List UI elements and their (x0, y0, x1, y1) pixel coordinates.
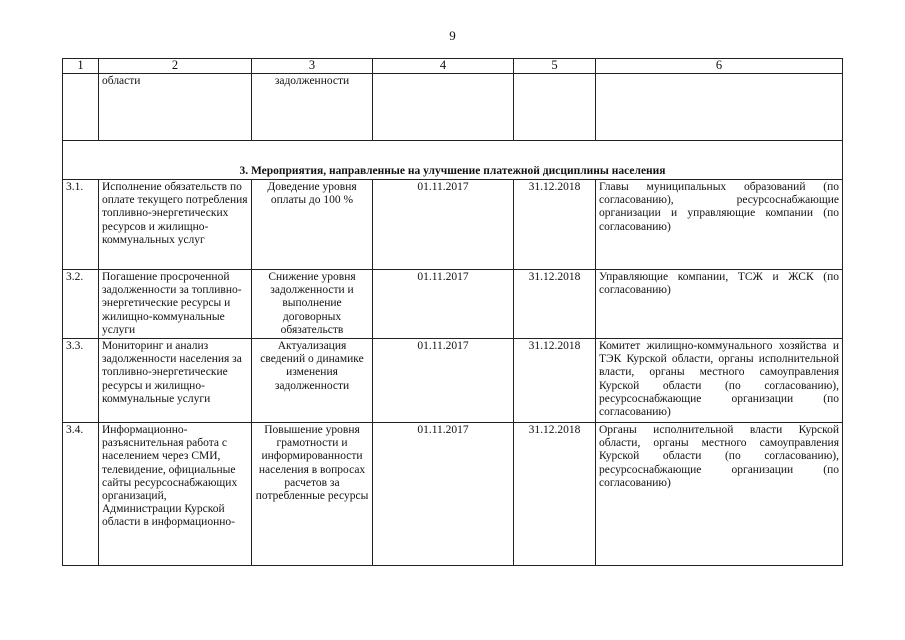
section-title: 3. Мероприятия, направленные на улучшение платежной дисциплины населения (63, 141, 843, 180)
end-date: 31.12.2018 (514, 270, 596, 339)
event-cell: Информационно-разъяснительная работа с населением через СМИ, телевидение, официальные сайты ресурсоснабжающих организаций, Администрации Курской области в информационно- (99, 423, 252, 566)
responsible-cell: Комитет жилищно-коммунального хозяйства и ТЭК Курской области, органы исполнительной власти, органы местного самоуправления Курской области (по согласованию), ресурсоснабжающие организации (по согласованию) (596, 339, 843, 423)
table-row (63, 270, 843, 339)
event-cell: Мониторинг и анализ задолженности населения за топливно-энергетические ресурсы и жилищно-коммунальные услуги (99, 339, 252, 423)
table-cell: задолженности (252, 74, 373, 141)
indicator-cell: Доведение уровня оплаты до 100 % (252, 180, 373, 270)
measures-table (62, 58, 843, 566)
indicator-cell: Актуализация сведений о динамике изменения задолженности (252, 339, 373, 423)
row-number: 3.3. (63, 339, 99, 423)
event-cell: Погашение просроченной задолженности за топливно-энергетические ресурсы и жилищно-коммунальные услуги (99, 270, 252, 339)
table-row (63, 423, 843, 566)
event-cell: Исполнение обязательств по оплате текущего потребления топливно-энергетических ресурсов и жилищно-коммунальных услуг (99, 180, 252, 270)
end-date: 31.12.2018 (514, 339, 596, 423)
header-cell: 1 (63, 59, 99, 74)
table-row (63, 180, 843, 270)
table-cell (596, 74, 843, 141)
start-date: 01.11.2017 (373, 180, 514, 270)
table-cell: области (99, 74, 252, 141)
responsible-cell: Главы муниципальных образований (по согласованию), ресурсоснабжающие организации и управляющие компании (по согласованию) (596, 180, 843, 270)
responsible-cell: Органы исполнительной власти Курской области, органы местного самоуправления Курской области (по согласованию), ресурсоснабжающие организации (по согласованию) (596, 423, 843, 566)
header-cell: 3 (252, 59, 373, 74)
header-cell: 4 (373, 59, 514, 74)
start-date: 01.11.2017 (373, 270, 514, 339)
continuation-row (63, 74, 843, 141)
indicator-cell: Снижение уровня задолженности и выполнение договорных обязательств (252, 270, 373, 339)
header-cell: 2 (99, 59, 252, 74)
page-number: 9 (449, 28, 456, 43)
row-number: 3.2. (63, 270, 99, 339)
start-date: 01.11.2017 (373, 423, 514, 566)
header-cell: 5 (514, 59, 596, 74)
responsible-cell: Управляющие компании, ТСЖ и ЖСК (по согласованию) (596, 270, 843, 339)
row-number: 3.1. (63, 180, 99, 270)
row-number: 3.4. (63, 423, 99, 566)
indicator-cell: Повышение уровня грамотности и информированности населения в вопросах расчетов за потребленные ресурсы (252, 423, 373, 566)
section-row (63, 141, 843, 180)
end-date: 31.12.2018 (514, 423, 596, 566)
end-date: 31.12.2018 (514, 180, 596, 270)
table-cell (373, 74, 514, 141)
table-header-row (63, 59, 843, 74)
table-row (63, 339, 843, 423)
table-cell (63, 74, 99, 141)
start-date: 01.11.2017 (373, 339, 514, 423)
table-cell (514, 74, 596, 141)
header-cell: 6 (596, 59, 843, 74)
